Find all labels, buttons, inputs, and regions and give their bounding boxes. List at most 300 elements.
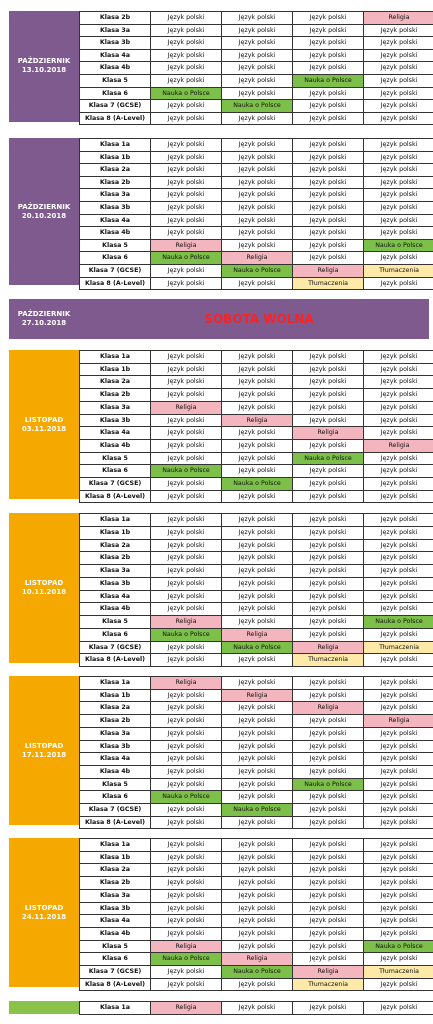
table-row — [80, 889, 433, 902]
table-row — [80, 1002, 433, 1015]
subject-cell: Język polski — [293, 239, 364, 252]
subject-cell: Język polski — [364, 889, 433, 902]
subject-cell: Język polski — [151, 351, 222, 364]
subject-cell: Język polski — [364, 414, 433, 427]
subject-cell: Język polski — [293, 804, 364, 817]
subject-cell: Język polski — [151, 804, 222, 817]
subject-cell: Język polski — [293, 490, 364, 503]
subject-cell: Język polski — [293, 1002, 364, 1015]
subject-cell: Język polski — [293, 715, 364, 728]
subject-cell: Religia — [151, 1002, 222, 1015]
subject-cell: Język polski — [222, 702, 293, 715]
subject-cell: Język polski — [222, 1002, 293, 1015]
subject-cell: Język polski — [151, 414, 222, 427]
table-row — [80, 702, 433, 715]
subject-cell: Język polski — [293, 889, 364, 902]
subject-cell: Język polski — [151, 927, 222, 940]
subject-cell: Język polski — [151, 778, 222, 791]
subject-cell: Nauka o Polsce — [293, 74, 364, 87]
subject-cell: Język polski — [222, 201, 293, 214]
subject-cell: Język polski — [222, 227, 293, 240]
block-date-cell — [9, 350, 79, 499]
subject-cell: Język polski — [364, 740, 433, 753]
block-date-cell — [9, 513, 79, 663]
subject-cell: Język polski — [222, 927, 293, 940]
subject-cell: Tłumaczenia — [293, 654, 364, 667]
class-name-cell: Klasa 5 — [80, 778, 151, 791]
subject-cell: Język polski — [151, 702, 222, 715]
class-name-cell: Klasa 8 (A-Level) — [80, 490, 151, 503]
subject-cell: Religia — [151, 239, 222, 252]
subject-cell: Język polski — [222, 526, 293, 539]
table-row — [80, 978, 433, 991]
subject-cell: Język polski — [222, 864, 293, 877]
table-row — [80, 252, 433, 265]
subject-cell: Język polski — [364, 677, 433, 690]
subject-cell: Język polski — [151, 603, 222, 616]
table-row — [80, 677, 433, 690]
subject-cell: Język polski — [293, 49, 364, 62]
subject-cell: Religia — [222, 628, 293, 641]
class-name-cell: Klasa 1b — [80, 151, 151, 164]
subject-cell: Język polski — [293, 189, 364, 202]
subject-cell: Język polski — [151, 201, 222, 214]
subject-cell: Nauka o Polsce — [222, 264, 293, 277]
subject-cell: Religia — [293, 264, 364, 277]
subject-cell: Religia — [222, 953, 293, 966]
subject-cell: Język polski — [293, 100, 364, 113]
subject-cell: Język polski — [222, 715, 293, 728]
class-name-cell: Klasa 7 (GCSE) — [80, 966, 151, 979]
block-date-cell — [9, 838, 79, 987]
subject-cell: Język polski — [293, 414, 364, 427]
subject-cell: Język polski — [364, 978, 433, 991]
subject-cell: Język polski — [364, 201, 433, 214]
class-name-cell: Klasa 1b — [80, 689, 151, 702]
schedule-table — [79, 138, 433, 290]
table-row — [80, 514, 433, 527]
subject-cell: Religia — [151, 677, 222, 690]
subject-cell: Język polski — [293, 363, 364, 376]
subject-cell: Język polski — [364, 214, 433, 227]
table-row — [80, 765, 433, 778]
schedule-block — [0, 11, 433, 122]
table-row — [80, 214, 433, 227]
subject-cell: Język polski — [293, 791, 364, 804]
subject-cell: Język polski — [222, 214, 293, 227]
subject-cell: Język polski — [151, 176, 222, 189]
subject-cell: Język polski — [222, 839, 293, 852]
subject-cell: Język polski — [222, 151, 293, 164]
block-month: PAŹDZIERNIK — [17, 57, 71, 66]
free-day-banner — [9, 299, 429, 339]
subject-cell: Język polski — [364, 189, 433, 202]
free-day-date-cell — [9, 299, 79, 339]
subject-cell: Język polski — [222, 603, 293, 616]
table-row — [80, 727, 433, 740]
subject-cell: Język polski — [151, 100, 222, 113]
subject-cell: Nauka o Polsce — [293, 452, 364, 465]
table-row — [80, 539, 433, 552]
subject-cell: Tłumaczenia — [293, 277, 364, 290]
table-row — [80, 49, 433, 62]
subject-cell: Język polski — [293, 915, 364, 928]
subject-cell: Język polski — [151, 164, 222, 177]
class-name-cell: Klasa 1b — [80, 851, 151, 864]
table-row — [80, 465, 433, 478]
class-name-cell: Klasa 6 — [80, 953, 151, 966]
schedule-block — [0, 350, 433, 499]
class-name-cell: Klasa 3a — [80, 189, 151, 202]
subject-cell: Język polski — [222, 37, 293, 50]
table-row — [80, 940, 433, 953]
subject-cell: Język polski — [293, 927, 364, 940]
subject-cell: Religia — [364, 715, 433, 728]
class-name-cell: Klasa 4a — [80, 590, 151, 603]
subject-cell: Język polski — [364, 139, 433, 152]
subject-cell: Język polski — [364, 100, 433, 113]
subject-cell: Tłumaczenia — [293, 978, 364, 991]
table-row — [80, 816, 433, 829]
subject-cell: Tłumaczenia — [364, 641, 433, 654]
subject-cell: Język polski — [222, 765, 293, 778]
subject-cell: Język polski — [293, 112, 364, 125]
subject-cell: Język polski — [364, 702, 433, 715]
subject-cell: Język polski — [151, 877, 222, 890]
subject-cell: Religia — [222, 252, 293, 265]
subject-cell: Religia — [293, 702, 364, 715]
table-row — [80, 953, 433, 966]
class-name-cell: Klasa 2a — [80, 864, 151, 877]
block-date: 13.10.2018 — [21, 66, 67, 75]
class-name-cell: Klasa 6 — [80, 252, 151, 265]
block-month: LISTOPAD — [24, 903, 64, 912]
subject-cell: Język polski — [151, 389, 222, 402]
subject-cell: Język polski — [151, 62, 222, 75]
subject-cell: Nauka o Polsce — [151, 87, 222, 100]
table-row — [80, 478, 433, 491]
subject-cell: Język polski — [151, 12, 222, 25]
class-name-cell: Klasa 4a — [80, 753, 151, 766]
subject-cell: Nauka o Polsce — [364, 616, 433, 629]
class-name-cell: Klasa 8 (A-Level) — [80, 112, 151, 125]
table-row — [80, 100, 433, 113]
class-name-cell: Klasa 6 — [80, 628, 151, 641]
subject-cell: Język polski — [293, 839, 364, 852]
class-name-cell: Klasa 1b — [80, 363, 151, 376]
class-name-cell: Klasa 2a — [80, 702, 151, 715]
class-name-cell: Klasa 2a — [80, 164, 151, 177]
subject-cell: Język polski — [293, 201, 364, 214]
table-row — [80, 414, 433, 427]
subject-cell: Język polski — [293, 851, 364, 864]
subject-cell: Język polski — [293, 376, 364, 389]
class-name-cell: Klasa 3a — [80, 565, 151, 578]
subject-cell: Język polski — [364, 62, 433, 75]
subject-cell: Język polski — [364, 514, 433, 527]
subject-cell: Nauka o Polsce — [222, 966, 293, 979]
subject-cell: Język polski — [222, 277, 293, 290]
table-row — [80, 851, 433, 864]
subject-cell: Język polski — [151, 889, 222, 902]
subject-cell: Język polski — [364, 74, 433, 87]
subject-cell: Język polski — [222, 490, 293, 503]
subject-cell: Język polski — [151, 189, 222, 202]
block-date-cell — [9, 11, 79, 122]
block-month: LISTOPAD — [24, 579, 64, 587]
table-row — [80, 264, 433, 277]
subject-cell: Język polski — [151, 864, 222, 877]
class-name-cell: Klasa 8 (A-Level) — [80, 816, 151, 829]
subject-cell: Język polski — [293, 214, 364, 227]
subject-cell: Język polski — [151, 439, 222, 452]
subject-cell: Język polski — [151, 565, 222, 578]
subject-cell: Język polski — [151, 277, 222, 290]
subject-cell: Język polski — [222, 778, 293, 791]
subject-cell: Język polski — [364, 603, 433, 616]
subject-cell: Język polski — [364, 765, 433, 778]
subject-cell: Język polski — [364, 37, 433, 50]
subject-cell: Język polski — [151, 139, 222, 152]
table-row — [80, 791, 433, 804]
block-date: 03.11.2018 — [21, 424, 67, 433]
subject-cell: Język polski — [364, 87, 433, 100]
table-row — [80, 389, 433, 402]
class-name-cell: Klasa 3b — [80, 201, 151, 214]
subject-cell: Język polski — [364, 277, 433, 290]
subject-cell: Język polski — [151, 753, 222, 766]
subject-cell: Język polski — [293, 252, 364, 265]
table-row — [80, 37, 433, 50]
subject-cell: Język polski — [222, 740, 293, 753]
subject-cell: Język polski — [293, 953, 364, 966]
block-month: LISTOPAD — [24, 741, 64, 750]
schedule-table — [79, 11, 433, 125]
subject-cell: Język polski — [293, 351, 364, 364]
subject-cell: Język polski — [364, 526, 433, 539]
subject-cell: Nauka o Polsce — [151, 252, 222, 265]
table-row — [80, 804, 433, 817]
class-name-cell: Klasa 7 (GCSE) — [80, 264, 151, 277]
subject-cell: Język polski — [222, 565, 293, 578]
block-date-cell — [9, 676, 79, 825]
subject-cell: Język polski — [222, 940, 293, 953]
class-name-cell: Klasa 7 (GCSE) — [80, 641, 151, 654]
subject-cell: Nauka o Polsce — [151, 791, 222, 804]
class-name-cell: Klasa 3b — [80, 902, 151, 915]
subject-cell: Język polski — [293, 940, 364, 953]
subject-cell: Język polski — [151, 740, 222, 753]
subject-cell: Język polski — [364, 227, 433, 240]
schedule-table — [79, 1001, 433, 1015]
subject-cell: Język polski — [293, 552, 364, 565]
subject-cell: Język polski — [364, 164, 433, 177]
class-name-cell: Klasa 6 — [80, 87, 151, 100]
class-name-cell: Klasa 3a — [80, 24, 151, 37]
class-name-cell: Klasa 5 — [80, 74, 151, 87]
subject-cell: Nauka o Polsce — [222, 804, 293, 817]
table-row — [80, 740, 433, 753]
free-day-label: SOBOTA WOLNA — [204, 312, 314, 326]
table-row — [80, 552, 433, 565]
subject-cell: Język polski — [364, 689, 433, 702]
subject-cell: Religia — [364, 12, 433, 25]
subject-cell: Język polski — [151, 539, 222, 552]
block-date: 20.10.2018 — [21, 211, 67, 220]
subject-cell: Język polski — [222, 552, 293, 565]
subject-cell: Język polski — [151, 839, 222, 852]
table-row — [80, 778, 433, 791]
subject-cell: Język polski — [222, 753, 293, 766]
class-name-cell: Klasa 2b — [80, 12, 151, 25]
subject-cell: Religia — [293, 641, 364, 654]
subject-cell: Język polski — [222, 791, 293, 804]
table-row — [80, 376, 433, 389]
subject-cell: Język polski — [364, 552, 433, 565]
table-row — [80, 966, 433, 979]
subject-cell: Język polski — [364, 877, 433, 890]
subject-cell: Język polski — [364, 452, 433, 465]
class-name-cell: Klasa 6 — [80, 791, 151, 804]
class-name-cell: Klasa 7 (GCSE) — [80, 478, 151, 491]
class-name-cell: Klasa 4a — [80, 214, 151, 227]
subject-cell: Język polski — [293, 139, 364, 152]
subject-cell: Język polski — [293, 62, 364, 75]
subject-cell: Język polski — [293, 465, 364, 478]
class-name-cell: Klasa 7 (GCSE) — [80, 804, 151, 817]
subject-cell: Język polski — [364, 490, 433, 503]
table-row — [80, 439, 433, 452]
class-name-cell: Klasa 2b — [80, 877, 151, 890]
subject-cell: Język polski — [151, 112, 222, 125]
subject-cell: Nauka o Polsce — [364, 239, 433, 252]
table-row — [80, 87, 433, 100]
class-name-cell: Klasa 4a — [80, 49, 151, 62]
subject-cell: Tłumaczenia — [364, 966, 433, 979]
subject-cell: Religia — [364, 439, 433, 452]
class-name-cell: Klasa 4b — [80, 603, 151, 616]
table-row — [80, 227, 433, 240]
class-name-cell: Klasa 3b — [80, 577, 151, 590]
subject-cell: Język polski — [222, 590, 293, 603]
subject-cell: Język polski — [151, 478, 222, 491]
class-name-cell: Klasa 4b — [80, 765, 151, 778]
subject-cell: Język polski — [222, 62, 293, 75]
subject-cell: Język polski — [151, 577, 222, 590]
subject-cell: Język polski — [222, 889, 293, 902]
class-name-cell: Klasa 5 — [80, 616, 151, 629]
subject-cell: Język polski — [222, 176, 293, 189]
subject-cell: Język polski — [151, 264, 222, 277]
subject-cell: Język polski — [293, 176, 364, 189]
subject-cell: Język polski — [364, 753, 433, 766]
table-row — [80, 201, 433, 214]
class-name-cell: Klasa 3b — [80, 740, 151, 753]
class-name-cell: Klasa 6 — [80, 465, 151, 478]
subject-cell: Język polski — [151, 363, 222, 376]
class-name-cell: Klasa 1a — [80, 839, 151, 852]
subject-cell: Język polski — [364, 577, 433, 590]
table-row — [80, 490, 433, 503]
subject-cell: Nauka o Polsce — [151, 953, 222, 966]
table-row — [80, 401, 433, 414]
schedule-table — [79, 676, 433, 829]
subject-cell: Język polski — [293, 439, 364, 452]
subject-cell: Język polski — [151, 851, 222, 864]
subject-cell: Język polski — [364, 151, 433, 164]
subject-cell: Język polski — [222, 654, 293, 667]
schedule-block — [0, 838, 433, 987]
subject-cell: Nauka o Polsce — [151, 465, 222, 478]
table-row — [80, 616, 433, 629]
subject-cell: Język polski — [364, 927, 433, 940]
table-row — [80, 239, 433, 252]
class-name-cell: Klasa 8 (A-Level) — [80, 654, 151, 667]
subject-cell: Nauka o Polsce — [222, 641, 293, 654]
subject-cell: Język polski — [151, 552, 222, 565]
table-row — [80, 277, 433, 290]
subject-cell: Język polski — [293, 740, 364, 753]
subject-cell: Język polski — [293, 765, 364, 778]
class-name-cell: Klasa 4b — [80, 227, 151, 240]
block-month: PAŹDZIERNIK — [17, 202, 71, 211]
table-row — [80, 452, 433, 465]
free-day-date: 27.10.2018 — [21, 319, 67, 327]
subject-cell: Język polski — [222, 978, 293, 991]
class-name-cell: Klasa 4a — [80, 427, 151, 440]
subject-cell: Język polski — [364, 24, 433, 37]
block-date: 24.11.2018 — [21, 912, 67, 921]
class-name-cell: Klasa 2a — [80, 539, 151, 552]
table-row — [80, 839, 433, 852]
subject-cell: Język polski — [222, 727, 293, 740]
subject-cell: Język polski — [293, 577, 364, 590]
subject-cell: Język polski — [222, 401, 293, 414]
subject-cell: Język polski — [293, 628, 364, 641]
subject-cell: Język polski — [151, 526, 222, 539]
subject-cell: Język polski — [364, 804, 433, 817]
class-name-cell: Klasa 7 (GCSE) — [80, 100, 151, 113]
class-name-cell: Klasa 2b — [80, 552, 151, 565]
subject-cell: Język polski — [222, 189, 293, 202]
class-name-cell: Klasa 1a — [80, 1002, 151, 1015]
schedule-block — [0, 513, 433, 663]
subject-cell: Język polski — [222, 427, 293, 440]
subject-cell: Język polski — [293, 603, 364, 616]
subject-cell: Język polski — [364, 864, 433, 877]
subject-cell: Język polski — [222, 514, 293, 527]
subject-cell: Język polski — [364, 902, 433, 915]
subject-cell: Język polski — [293, 689, 364, 702]
subject-cell: Język polski — [151, 978, 222, 991]
table-row — [80, 526, 433, 539]
subject-cell: Język polski — [222, 452, 293, 465]
subject-cell: Język polski — [364, 389, 433, 402]
subject-cell: Język polski — [364, 252, 433, 265]
subject-cell: Język polski — [222, 439, 293, 452]
subject-cell: Język polski — [364, 654, 433, 667]
table-row — [80, 151, 433, 164]
class-name-cell: Klasa 3a — [80, 727, 151, 740]
schedule-block — [0, 1001, 433, 1014]
subject-cell: Religia — [293, 427, 364, 440]
class-name-cell: Klasa 4a — [80, 915, 151, 928]
table-row — [80, 176, 433, 189]
subject-cell: Język polski — [222, 12, 293, 25]
subject-cell: Język polski — [293, 12, 364, 25]
subject-cell: Język polski — [151, 490, 222, 503]
subject-cell: Język polski — [151, 514, 222, 527]
